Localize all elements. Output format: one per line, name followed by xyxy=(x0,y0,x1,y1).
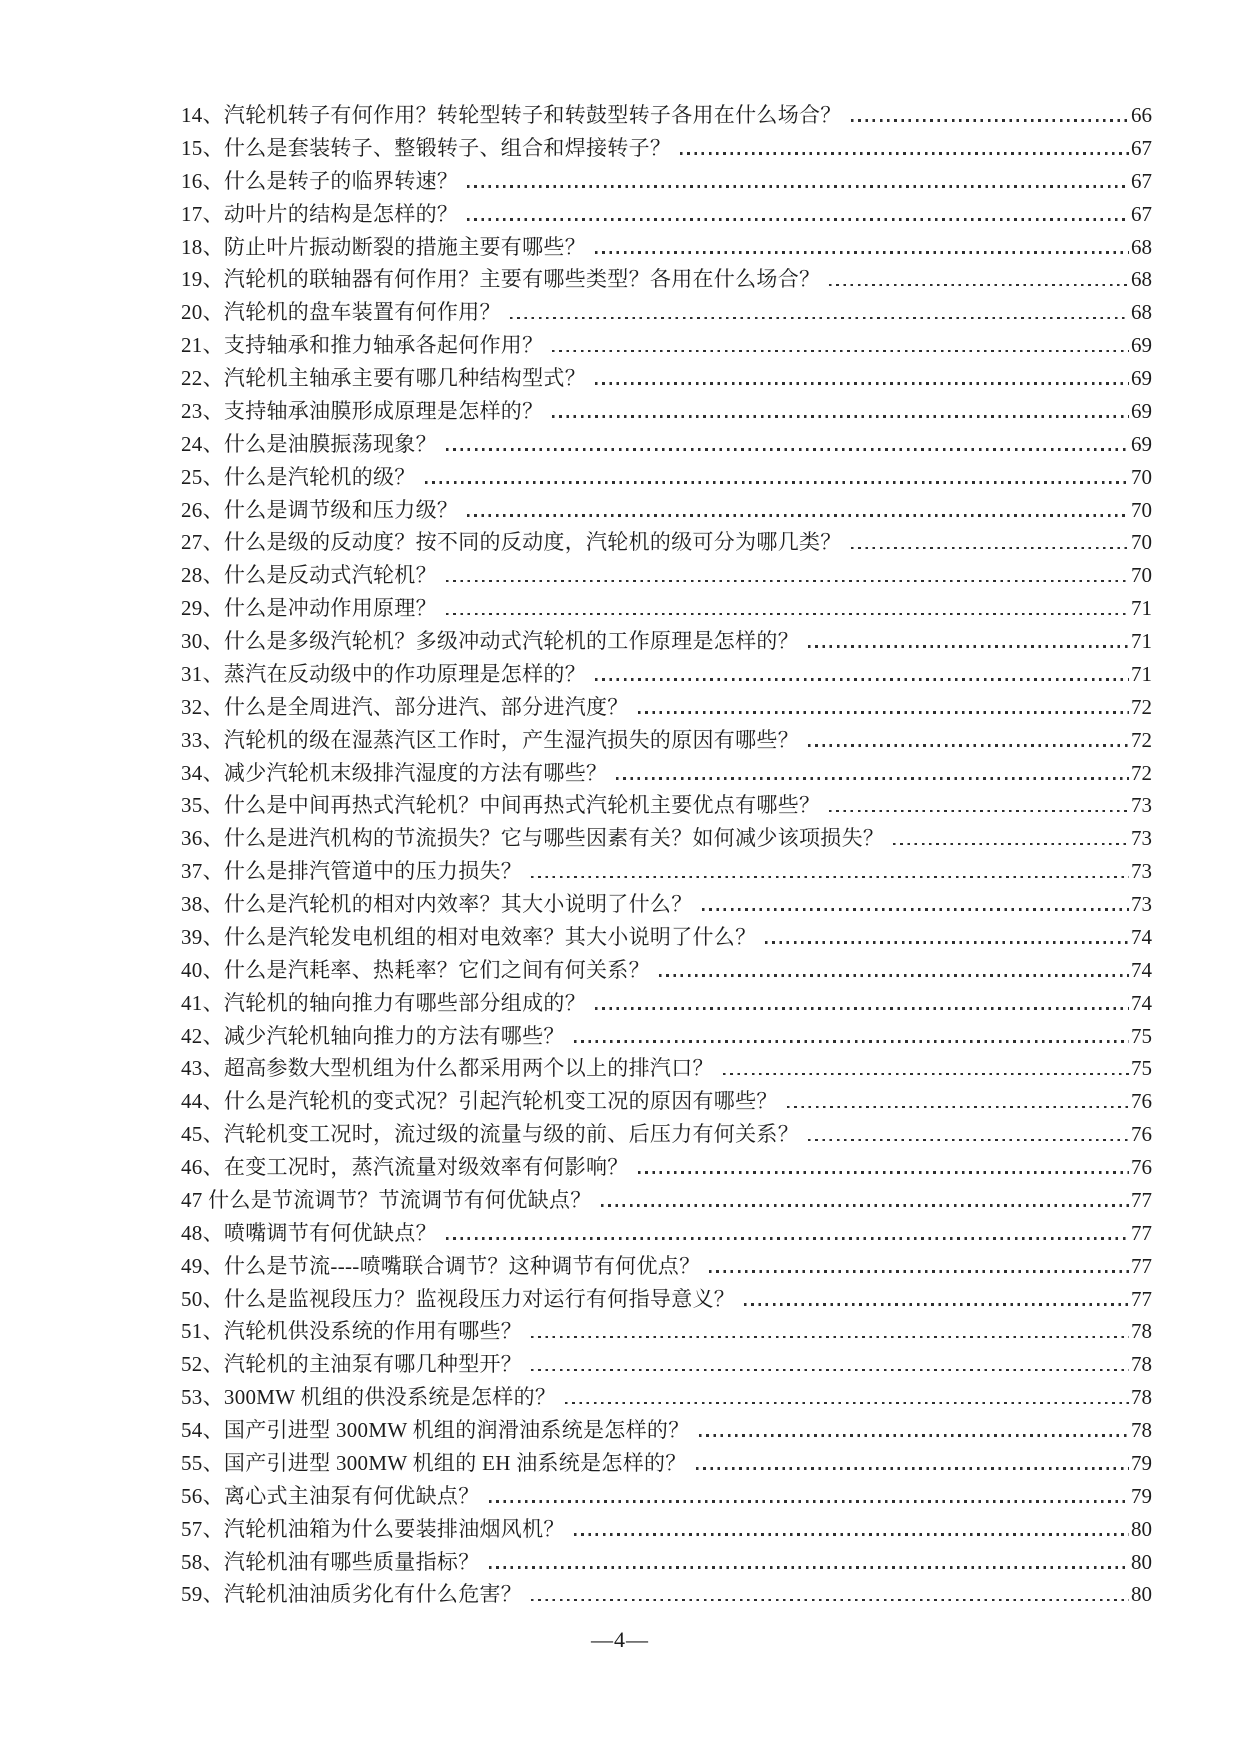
toc-entry xyxy=(181,757,1152,790)
toc-entry-label: 33、汽轮机的级在湿蒸汽区工作时，产生湿汽损失的原因有哪些？ xyxy=(181,727,799,752)
dotted-leader xyxy=(574,1533,1129,1536)
toc-entry-label: 49、什么是节流----喷嘴联合调节？这种调节有何优点？ xyxy=(181,1253,701,1278)
dotted-leader xyxy=(595,1007,1129,1010)
toc-entry-label: 24、什么是油膜振荡现象？ xyxy=(181,431,437,456)
toc-entry-page-number: 71 xyxy=(1131,661,1152,686)
toc-entry xyxy=(181,1414,1152,1447)
toc-entry-page-number: 73 xyxy=(1131,826,1152,851)
toc-entry xyxy=(181,1447,1152,1480)
toc-entry xyxy=(181,362,1152,395)
dotted-leader xyxy=(808,645,1129,648)
toc-entry xyxy=(181,296,1152,329)
dotted-leader xyxy=(765,941,1129,944)
toc-entry-page-number: 72 xyxy=(1131,694,1152,719)
toc-entry-page-number: 71 xyxy=(1131,629,1152,653)
toc-entry xyxy=(181,1381,1152,1414)
dotted-leader xyxy=(574,1040,1129,1043)
toc-entry xyxy=(181,1250,1152,1283)
toc-entry-label: 34、减少汽轮机末级排汽湿度的方法有哪些？ xyxy=(181,760,608,785)
dotted-leader xyxy=(595,251,1129,254)
dotted-leader xyxy=(425,481,1129,484)
toc-entry-label: 40、什么是汽耗率、热耗率？它们之间有何关系？ xyxy=(181,957,650,982)
toc-entry xyxy=(181,99,1152,132)
toc-entry xyxy=(181,1020,1152,1053)
dotted-leader xyxy=(696,1467,1129,1470)
toc-entry-label: 59、汽轮机油油质劣化有什么危害？ xyxy=(181,1582,523,1607)
toc-entry-page-number: 74 xyxy=(1131,924,1152,949)
toc-entry xyxy=(181,165,1152,198)
toc-entry-label: 54、国产引进型 300MW 机组的润滑油系统是怎样的？ xyxy=(181,1418,690,1442)
toc-entry-label: 38、什么是汽轮机的相对内效率？其大小说明了什么？ xyxy=(181,892,693,916)
toc-entry xyxy=(181,395,1152,428)
dotted-leader xyxy=(601,1204,1129,1207)
toc-entry xyxy=(181,1480,1152,1513)
toc-entry-page-number: 68 xyxy=(1131,300,1152,325)
toc-entry-label: 55、国产引进型 300MW 机组的 EH 油系统是怎样的？ xyxy=(181,1450,687,1475)
toc-entry-page-number: 78 xyxy=(1131,1319,1152,1344)
toc-entry xyxy=(181,1348,1152,1381)
toc-entry-page-number: 76 xyxy=(1131,1089,1152,1114)
toc-entry-label: 22、汽轮机主轴承主要有哪几种结构型式？ xyxy=(181,366,586,390)
dotted-leader xyxy=(467,185,1129,188)
toc-entry-label: 16、什么是转子的临界转速？ xyxy=(181,168,459,193)
toc-entry xyxy=(181,461,1152,494)
toc-entry xyxy=(181,559,1152,592)
toc-entry-label: 53、300MW 机组的供没系统是怎样的？ xyxy=(181,1385,557,1410)
dotted-leader xyxy=(638,711,1129,714)
dotted-leader xyxy=(446,613,1129,616)
dotted-leader xyxy=(531,1369,1129,1372)
toc-entry xyxy=(181,691,1152,724)
toc-entry-page-number: 79 xyxy=(1131,1450,1152,1475)
toc-entry-page-number: 79 xyxy=(1131,1483,1152,1508)
toc-entry-page-number: 71 xyxy=(1131,596,1152,621)
dotted-leader xyxy=(531,876,1129,879)
toc-entry-page-number: 77 xyxy=(1131,1286,1152,1311)
toc-entry-page-number: 78 xyxy=(1131,1385,1152,1410)
dotted-leader xyxy=(744,1303,1129,1306)
toc-entry-page-number: 73 xyxy=(1131,892,1152,916)
toc-entry xyxy=(181,132,1152,165)
dotted-leader xyxy=(723,1073,1129,1076)
dotted-leader xyxy=(709,1270,1129,1273)
toc-entry xyxy=(181,198,1152,231)
toc-entry-label: 15、什么是套装转子、整锻转子、组合和焊接转子？ xyxy=(181,135,672,160)
toc-entry xyxy=(181,231,1152,264)
toc-entry-label: 37、什么是排汽管道中的压力损失？ xyxy=(181,859,523,884)
toc-entry xyxy=(181,954,1152,987)
toc-entry xyxy=(181,1085,1152,1118)
toc-entry-label: 25、什么是汽轮机的级？ xyxy=(181,464,416,489)
dotted-leader xyxy=(467,514,1129,517)
dotted-leader xyxy=(638,1171,1129,1174)
toc-entry-label: 39、什么是汽轮发电机组的相对电效率？其大小说明了什么？ xyxy=(181,924,757,949)
dotted-leader xyxy=(829,810,1129,813)
toc-entry-label: 30、什么是多级汽轮机？多级冲动式汽轮机的工作原理是怎样的？ xyxy=(181,629,799,653)
toc-entry-page-number: 76 xyxy=(1131,1155,1152,1179)
toc-entry-page-number: 75 xyxy=(1131,1056,1152,1081)
toc-entry-page-number: 80 xyxy=(1131,1549,1152,1574)
toc-entry-page-number: 77 xyxy=(1131,1220,1152,1245)
dotted-leader xyxy=(787,1106,1129,1109)
toc-entry-page-number: 74 xyxy=(1131,990,1152,1015)
toc-entry xyxy=(181,494,1152,527)
toc-entry xyxy=(181,921,1152,954)
dotted-leader xyxy=(702,908,1130,911)
toc-entry-label: 29、什么是冲动作用原理？ xyxy=(181,596,437,621)
dotted-leader xyxy=(893,843,1129,846)
toc-entry-page-number: 77 xyxy=(1131,1187,1152,1212)
toc-entry-label: 58、汽轮机油有哪些质量指标？ xyxy=(181,1549,480,1574)
dotted-leader xyxy=(616,777,1129,780)
page-number-footer: —4— xyxy=(591,1627,649,1653)
toc-entry-label: 50、什么是监视段压力？监视段压力对运行有何指导意义？ xyxy=(181,1286,736,1311)
toc-entry-label: 28、什么是反动式汽轮机？ xyxy=(181,563,437,588)
toc-entry-page-number: 67 xyxy=(1131,201,1152,226)
toc-entry-label: 51、汽轮机供没系统的作用有哪些？ xyxy=(181,1319,523,1344)
dotted-leader xyxy=(510,317,1129,320)
toc-entry-label: 35、什么是中间再热式汽轮机？中间再热式汽轮机主要优点有哪些？ xyxy=(181,793,821,818)
toc-entry xyxy=(181,822,1152,855)
toc-entry xyxy=(181,428,1152,461)
toc-entry-label: 14、汽轮机转子有何作用？转轮型转子和转鼓型转子各用在什么场合？ xyxy=(181,103,842,127)
dotted-leader xyxy=(595,678,1129,681)
dotted-leader xyxy=(446,1237,1129,1240)
dotted-leader xyxy=(531,1336,1129,1339)
toc-entry-page-number: 70 xyxy=(1131,563,1152,588)
toc-entry-label: 41、汽轮机的轴向推力有哪些部分组成的？ xyxy=(181,990,586,1015)
toc-entry-label: 20、汽轮机的盘车装置有何作用？ xyxy=(181,300,501,325)
toc-entry-label: 42、减少汽轮机轴向推力的方法有哪些？ xyxy=(181,1023,565,1048)
toc-entry xyxy=(181,329,1152,362)
toc-entry xyxy=(181,1052,1152,1085)
toc-entry-page-number: 70 xyxy=(1131,530,1152,555)
toc-entry-label: 45、汽轮机变工况时，流过级的流量与级的前、后压力有何关系？ xyxy=(181,1122,799,1147)
toc-entry xyxy=(181,625,1152,658)
toc-entry-label: 52、汽轮机的主油泵有哪几种型开？ xyxy=(181,1352,523,1377)
toc-entry-label: 48、喷嘴调节有何优缺点？ xyxy=(181,1220,437,1245)
toc-entry xyxy=(181,1315,1152,1348)
toc-entry-label: 21、支持轴承和推力轴承各起何作用？ xyxy=(181,333,544,358)
toc-entry-label: 46、在变工况时，蒸汽流量对级效率有何影响？ xyxy=(181,1155,629,1179)
toc-entry-page-number: 68 xyxy=(1131,234,1152,259)
toc-entry-page-number: 78 xyxy=(1131,1418,1152,1442)
toc-entry xyxy=(181,1217,1152,1250)
toc-entry xyxy=(181,724,1152,757)
toc-entry-page-number: 80 xyxy=(1131,1516,1152,1541)
toc-entry-label: 43、超高参数大型机组为什么都采用两个以上的排汽口？ xyxy=(181,1056,714,1081)
dotted-leader xyxy=(851,547,1129,550)
dotted-leader xyxy=(531,1599,1129,1602)
toc-entry-label: 47 什么是节流调节？节流调节有何优缺点？ xyxy=(181,1187,592,1212)
toc-entry xyxy=(181,1513,1152,1546)
toc-entry-page-number: 72 xyxy=(1131,727,1152,752)
dotted-leader xyxy=(659,974,1129,977)
toc-entry xyxy=(181,888,1152,921)
toc-entry-label: 18、防止叶片振动断裂的措施主要有哪些？ xyxy=(181,234,586,259)
toc-entry-page-number: 68 xyxy=(1131,267,1152,292)
toc-entry-page-number: 67 xyxy=(1131,168,1152,193)
dotted-leader xyxy=(489,1500,1130,1503)
toc-entry-page-number: 73 xyxy=(1131,793,1152,818)
toc-entry xyxy=(181,592,1152,625)
dotted-leader xyxy=(552,415,1129,418)
toc-entry-page-number: 73 xyxy=(1131,859,1152,884)
toc-entry xyxy=(181,1578,1152,1611)
toc-entry-page-number: 72 xyxy=(1131,760,1152,785)
toc-entry xyxy=(181,1151,1152,1184)
toc-entry-page-number: 67 xyxy=(1131,135,1152,160)
toc-entry xyxy=(181,789,1152,822)
toc-entry xyxy=(181,263,1152,296)
toc-entry-label: 36、什么是进汽机构的节流损失？它与哪些因素有关？如何减少该项损失？ xyxy=(181,826,885,851)
toc-entry xyxy=(181,526,1152,559)
dotted-leader xyxy=(565,1402,1129,1405)
dotted-leader xyxy=(595,382,1129,385)
dotted-leader xyxy=(446,448,1129,451)
toc-entry-label: 32、什么是全周进汽、部分进汽、部分进汽度？ xyxy=(181,694,629,719)
toc-entry xyxy=(181,987,1152,1020)
toc-entry-label: 26、什么是调节级和压力级？ xyxy=(181,497,459,522)
toc-entry-page-number: 77 xyxy=(1131,1253,1152,1278)
toc-entry-label: 44、什么是汽轮机的变式况？引起汽轮机变工况的原因有哪些？ xyxy=(181,1089,778,1114)
toc-entry xyxy=(181,1546,1152,1579)
toc-entry-page-number: 74 xyxy=(1131,957,1152,982)
toc-entry-page-number: 69 xyxy=(1131,333,1152,358)
toc-entry-label: 17、动叶片的结构是怎样的？ xyxy=(181,201,459,226)
toc-entry-label: 57、汽轮机油箱为什么要装排油烟风机？ xyxy=(181,1516,565,1541)
toc-entry-label: 31、蒸汽在反动级中的作功原理是怎样的？ xyxy=(181,661,586,686)
dotted-leader xyxy=(808,744,1129,747)
toc-entry-label: 23、支持轴承油膜形成原理是怎样的？ xyxy=(181,398,544,423)
dotted-leader xyxy=(467,218,1129,221)
toc-entry xyxy=(181,1184,1152,1217)
toc-entry xyxy=(181,1118,1152,1151)
dotted-leader xyxy=(489,1566,1130,1569)
dotted-leader xyxy=(851,119,1129,122)
toc-entry-page-number: 80 xyxy=(1131,1582,1152,1607)
dotted-leader xyxy=(680,152,1129,155)
toc-entry xyxy=(181,1283,1152,1316)
toc-entry-page-number: 70 xyxy=(1131,497,1152,522)
toc-entry-label: 56、离心式主油泵有何优缺点？ xyxy=(181,1483,480,1508)
toc-entry-page-number: 78 xyxy=(1131,1352,1152,1377)
toc-entry-page-number: 75 xyxy=(1131,1023,1152,1048)
toc-entry-label: 19、汽轮机的联轴器有何作用？主要有哪些类型？各用在什么场合？ xyxy=(181,267,821,292)
toc-entry-page-number: 69 xyxy=(1131,398,1152,423)
toc-entry-page-number: 70 xyxy=(1131,464,1152,489)
toc-entry-page-number: 66 xyxy=(1131,103,1152,127)
toc-entry-page-number: 69 xyxy=(1131,431,1152,456)
toc-entry-page-number: 76 xyxy=(1131,1122,1152,1147)
dotted-leader xyxy=(699,1434,1129,1437)
dotted-leader xyxy=(829,284,1129,287)
dotted-leader xyxy=(552,350,1129,353)
dotted-leader xyxy=(808,1139,1129,1142)
toc-entry xyxy=(181,855,1152,888)
toc-entry-label: 27、什么是级的反动度？按不同的反动度，汽轮机的级可分为哪几类？ xyxy=(181,530,842,555)
toc-entry-page-number: 69 xyxy=(1131,366,1152,390)
dotted-leader xyxy=(446,580,1129,583)
toc-entry xyxy=(181,658,1152,691)
